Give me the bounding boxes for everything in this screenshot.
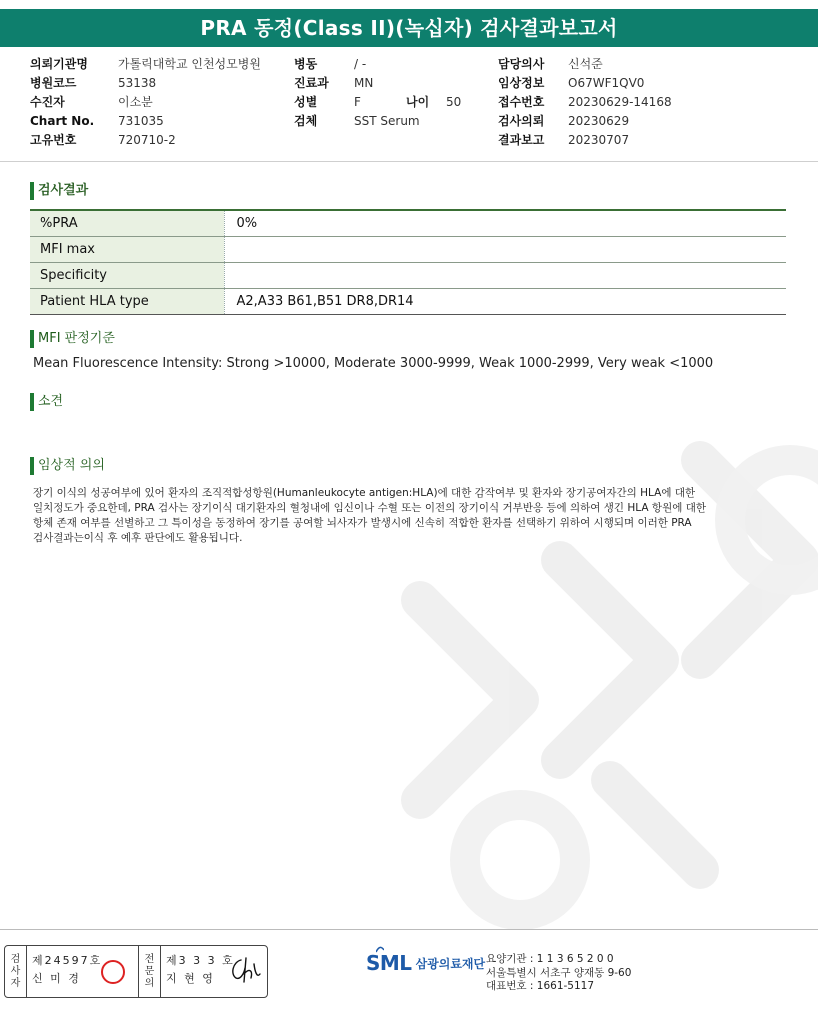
sml-logo xyxy=(366,951,485,975)
tester-license: 제24597호 xyxy=(32,954,103,967)
signature-box xyxy=(4,945,268,998)
contact-line: 요양기관 : 1 1 3 6 5 2 0 0 xyxy=(486,953,614,965)
info-value: O67WF1QV0 xyxy=(568,76,645,90)
info-row-institution xyxy=(30,55,261,74)
info-value: / - xyxy=(354,57,367,71)
info-row-hospital-code xyxy=(30,74,261,93)
info-row-department xyxy=(294,74,461,93)
specialist-name: 지 현 영 xyxy=(166,972,215,985)
report-title: PRA 동정(Class II)(녹십자) 검사결과보고서 xyxy=(0,9,818,47)
footer-divider xyxy=(0,929,818,930)
info-label: 수진자 xyxy=(30,95,65,109)
info-value: 20230629 xyxy=(568,114,630,128)
info-label: 접수번호 xyxy=(498,95,545,109)
info-value: MN xyxy=(354,76,374,90)
patient-info-col1 xyxy=(30,55,261,150)
contact-line: 서울특별시 서초구 양재동 9-60 xyxy=(486,966,632,979)
result-value: A2,A33 B61,B51 DR8,DR14 xyxy=(224,288,786,314)
info-label: 성별 xyxy=(294,95,318,109)
contact-line: 대표번호 : 1661-5117 xyxy=(486,980,595,992)
section-meaning-heading: 임상적 의의 xyxy=(30,457,105,475)
table-row xyxy=(30,288,786,314)
info-label: Chart No. xyxy=(30,114,95,128)
specialist-license: 제3 3 3 호 xyxy=(166,954,235,967)
info-value: 가톨릭대학교 인천성모병원 xyxy=(118,57,261,71)
meaning-line: 검사결과는이식 후 예후 판단에도 활용됩니다. xyxy=(33,532,243,544)
info-value: 20230707 xyxy=(568,133,630,147)
info-label: 병원코드 xyxy=(30,76,77,90)
tester-cell xyxy=(27,946,139,997)
vlabel-char: 의 xyxy=(144,977,155,989)
info-label: 담당의사 xyxy=(498,57,545,71)
section-results-heading: 검사결과 xyxy=(30,182,88,200)
info-label: 병동 xyxy=(294,57,318,71)
mfi-criteria-text: Mean Fluorescence Intensity: Strong >10000, Moderate 3000-9999, Weak 1000-2999, Very weak <1000 xyxy=(33,356,714,371)
tester-vertical-label xyxy=(5,946,27,997)
patient-info-col3 xyxy=(498,55,672,150)
info-value: 731035 xyxy=(118,114,164,128)
header-divider xyxy=(0,161,818,162)
info-row-sex-age xyxy=(294,93,461,112)
result-key: MFI max xyxy=(30,236,224,262)
info-value: F xyxy=(354,95,361,109)
table-row xyxy=(30,210,786,236)
sml-emblem-icon xyxy=(376,946,384,954)
results-table xyxy=(30,209,786,315)
result-value xyxy=(224,236,786,262)
age-value: 50 xyxy=(446,95,462,109)
section-opinion-heading: 소견 xyxy=(30,393,63,411)
vlabel-char: 문 xyxy=(144,965,155,977)
table-row xyxy=(30,236,786,262)
org-name: 삼광의료재단 xyxy=(415,956,486,971)
meaning-line: 일치정도가 중요한데, PRA 검사는 장기이식 대기환자의 혈청내에 임신이나 수혈 또는 이전의 장기이식 거부반응 등에 의하여 생긴 HLA 항원에 대한 xyxy=(33,502,706,514)
info-row-receipt-no xyxy=(498,93,672,112)
sml-logo-text: SML xyxy=(366,951,412,975)
result-value: 0% xyxy=(224,210,786,236)
info-label: 진료과 xyxy=(294,76,329,90)
info-row-physician xyxy=(498,55,672,74)
footer-contact xyxy=(486,953,631,994)
info-label: 검사의뢰 xyxy=(498,114,545,128)
result-value xyxy=(224,262,786,288)
patient-info-col2 xyxy=(294,55,461,131)
info-label: 결과보고 xyxy=(498,133,545,147)
info-value: SST Serum xyxy=(354,114,420,128)
result-key: Patient HLA type xyxy=(30,288,224,314)
info-label: 임상정보 xyxy=(498,76,545,90)
seal-stamp xyxy=(101,960,125,984)
vlabel-char: 자 xyxy=(10,977,21,989)
info-row-specimen xyxy=(294,112,461,131)
info-label: 검체 xyxy=(294,114,318,128)
vlabel-char: 검 xyxy=(10,953,21,965)
info-value: 이소분 xyxy=(118,95,153,109)
meaning-line: 장기 이식의 성공여부에 있어 환자의 조직적합성항원(Humanleukocyte antigen:HLA)에 대한 감작여부 및 환자와 장기공여자간의 HLA에 대한 xyxy=(33,487,696,499)
result-key: %PRA xyxy=(30,210,224,236)
section-mfi-heading: MFI 판정기준 xyxy=(30,330,115,348)
specialist-cell xyxy=(161,946,265,997)
table-row xyxy=(30,262,786,288)
signature-icon xyxy=(227,954,263,986)
info-value: 20230629-14168 xyxy=(568,95,672,109)
info-row-ward xyxy=(294,55,461,74)
vlabel-char: 전 xyxy=(144,953,155,965)
info-row-report-date xyxy=(498,131,672,150)
tester-name: 신 미 경 xyxy=(32,972,81,985)
vlabel-char: 사 xyxy=(10,965,21,977)
result-key: Specificity xyxy=(30,262,224,288)
info-label: 의뢰기관명 xyxy=(30,57,88,71)
info-row-clinical-info xyxy=(498,74,672,93)
info-label: 고유번호 xyxy=(30,133,77,147)
info-value: 720710-2 xyxy=(118,133,176,147)
info-row-request-date xyxy=(498,112,672,131)
meaning-line: 항체 존재 여부를 선별하고 그 특이성을 동정하여 장기를 공여할 뇌사자가 발생시에 신속히 적합한 환자를 선택하기 위하여 시행되며 이러한 PRA xyxy=(33,517,692,529)
specialist-vertical-label xyxy=(139,946,161,997)
age-label: 나이 xyxy=(406,95,430,109)
info-row-patient xyxy=(30,93,261,112)
info-row-unique-no xyxy=(30,131,261,150)
clinical-meaning-text xyxy=(33,486,773,546)
info-row-chart-no xyxy=(30,112,261,131)
info-value: 신석준 xyxy=(568,57,603,71)
info-value: 53138 xyxy=(118,76,157,90)
